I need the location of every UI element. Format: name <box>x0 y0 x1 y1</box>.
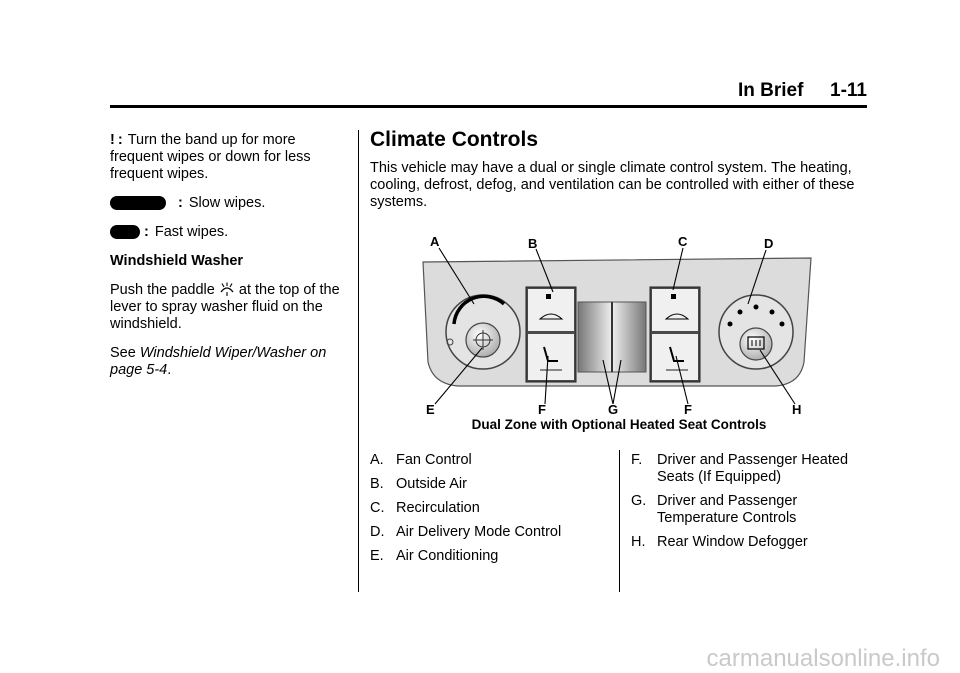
callout-label-d: D <box>764 236 774 251</box>
legend-list-left <box>370 452 610 572</box>
list-item: C. Recirculation <box>370 500 480 516</box>
callout-label-e: E <box>426 402 435 417</box>
washer-paragraph: Push the paddle at the top of the lever to spray washer fluid on the windshield. <box>110 282 340 332</box>
watermark: carmanualsonline.info <box>706 645 940 672</box>
slow-wipes-paragraph: : Slow wipes. <box>110 195 348 212</box>
see-reference-paragraph: See Windshield Wiper/Washer on page 5-4. <box>110 345 327 378</box>
climate-control-figure <box>408 232 828 417</box>
callout-label-f-right: F <box>684 402 692 417</box>
list-item: A. Fan Control <box>370 452 472 468</box>
header-rule <box>110 105 867 108</box>
figure-caption: Dual Zone with Optional Heated Seat Controls <box>471 417 767 432</box>
legend-list-right <box>631 452 871 558</box>
running-head-section: In Brief <box>738 80 804 101</box>
air-delivery-knob <box>719 295 793 369</box>
list-item: F. Driver and Passenger Heated Seats (If Equipped) <box>631 452 849 485</box>
section-title: Climate Controls <box>370 128 539 151</box>
fast-wipes-paragraph: : Fast wipes. <box>110 224 348 241</box>
list-item: E. Air Conditioning <box>370 548 499 564</box>
left-button-column <box>526 287 576 382</box>
list-item: D. Air Delivery Mode Control <box>370 524 562 540</box>
list-divider <box>619 450 620 592</box>
list-item: B. Outside Air <box>370 476 467 492</box>
right-button-column <box>650 287 700 382</box>
washer-spray-icon <box>219 282 235 298</box>
callout-label-f-left: F <box>538 402 546 417</box>
list-item: G. Driver and Passenger Temperature Controls <box>631 493 798 526</box>
washer-heading: Windshield Washer <box>110 253 244 269</box>
callout-label-h: H <box>792 402 802 417</box>
callout-label-b: B <box>528 236 538 251</box>
column-divider <box>358 130 359 592</box>
callout-label-g: G <box>608 402 619 417</box>
intro-paragraph: This vehicle may have a dual or single climate control system. The heating, cooling, defrost, defog, and ventilation can be controlled with either of these systems. <box>370 160 855 210</box>
page-number: 1-11 <box>830 80 867 101</box>
callout-label-a: A <box>430 234 440 249</box>
slow-wipe-icon <box>110 196 166 210</box>
callout-label-c: C <box>678 234 688 249</box>
cross-reference-link[interactable]: Windshield Wiper/Washer on page 5-4 <box>110 345 327 378</box>
list-item: H. Rear Window Defogger <box>631 534 808 550</box>
fast-wipe-icon <box>110 225 140 239</box>
wiper-band-paragraph: ! : Turn the band up for more frequent wipes or down for less frequent wipes. <box>110 132 311 182</box>
wiper-band-icon: ! <box>110 132 115 148</box>
temperature-wheels <box>578 302 646 372</box>
left-column <box>110 132 348 391</box>
